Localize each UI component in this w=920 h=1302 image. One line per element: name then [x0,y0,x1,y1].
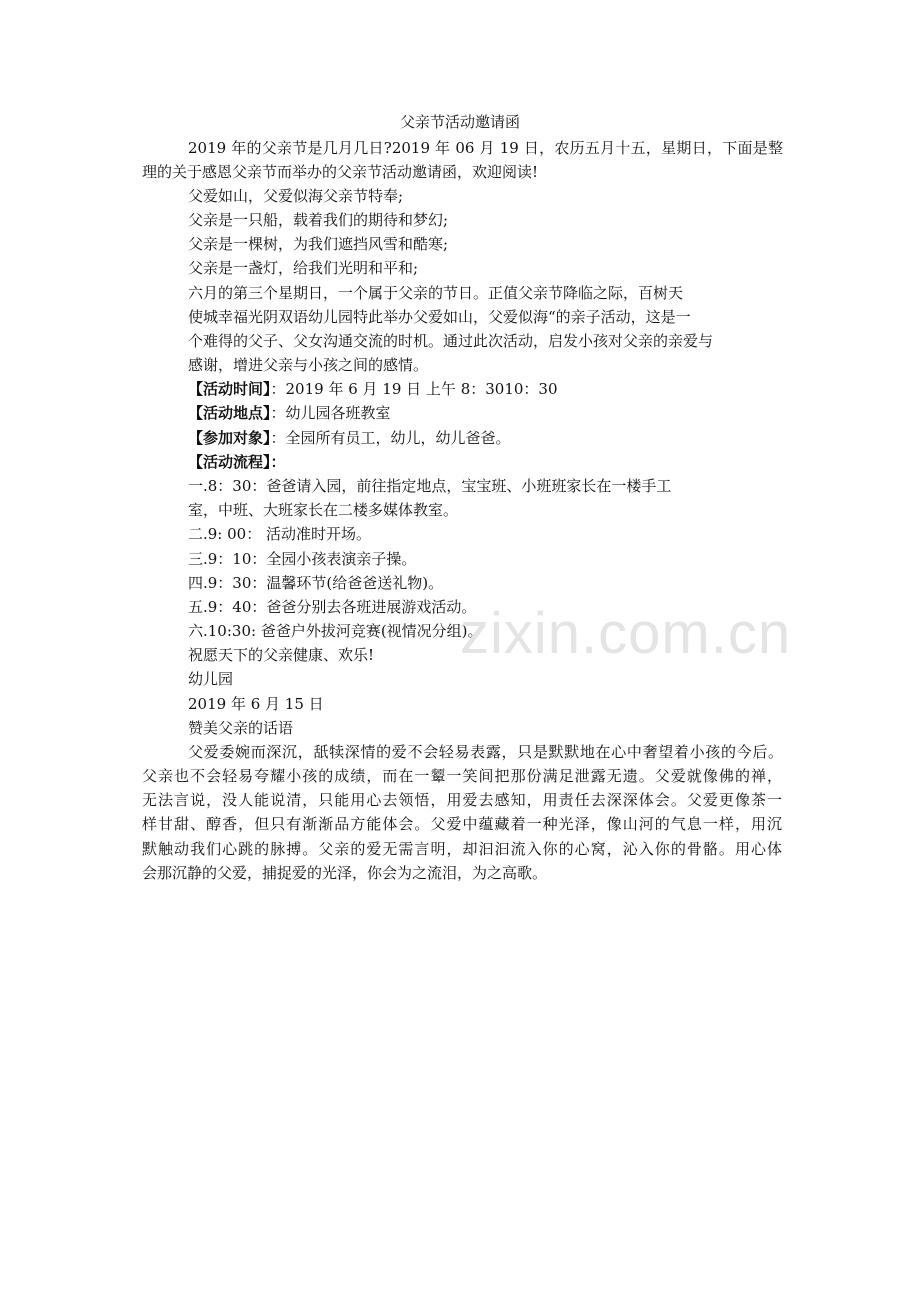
event-flow-label: 【活动流程】 [188,453,271,471]
signer: 幼儿园 [188,670,234,688]
intro-line: 理的关于感恩父亲节而举办的父亲节活动邀请函，欢迎阅读! [142,163,539,181]
event-place-label: 【活动地点】 [188,404,271,422]
poem-line: 父亲是一盏灯，给我们光明和平和; [188,259,419,277]
paragraph-line: 使城幸福光阴双语幼儿园特此举办父爱如山，父爱似海“的亲子活动，这是一 [188,308,691,326]
signature-date: 2019 年 6 月 15 日 [188,695,324,713]
event-participants [188,428,511,448]
praise-line: 样甘甜、醇香，但只有渐渐品方能体会。父爱中蕴藏着一种光泽，像山河的气息一样，用沉 [142,815,782,833]
flow-step: 室，中班、大班家长在二楼多媒体教室。 [188,501,459,519]
poem-line: 父亲是一只船，载着我们的期待和梦幻; [188,211,449,229]
poem-line: 父亲是一棵树，为我们遮挡风雪和酷寒; [188,235,449,253]
event-participants-label: 【参加对象】 [188,429,271,447]
closing-wish: 祝愿天下的父亲健康、欢乐! [188,646,375,664]
praise-line: 无法言说，没人能说清，只能用心去领悟，用爱去感知，用责任去深深体会。父爱更像茶一 [142,791,782,809]
flow-step: 五.9：40：爸爸分别去各班进展游戏活动。 [188,598,477,616]
section-heading: 赞美父亲的话语 [188,719,294,737]
event-participants-value: ：全园所有员工，幼儿，幼儿爸爸。 [270,429,511,447]
event-time-value: ：2019 年 6 月 19 日 上午 8：3010：30 [270,380,558,398]
praise-line: 会那沉静的父爱，捕捉爱的光泽，你会为之流泪，为之高歌。 [142,864,548,882]
flow-step: 六.10:30: 爸爸户外拔河竞赛(视情况分组)。 [188,622,483,640]
watermark: zixin.com.cn [460,601,792,666]
event-flow-colon: ： [270,453,286,471]
event-flow-heading [188,452,286,472]
praise-line: 默触动我们心跳的脉搏。父亲的爱无需言明，却汩汩流入你的心窝，沁入你的骨骼。用心体 [142,840,782,858]
event-place [188,403,391,423]
flow-step: 三.9：10：全园小孩表演亲子操。 [188,550,417,568]
event-time [188,379,558,399]
poem-line: 父爱如山，父爱似海父亲节特奉; [188,187,404,205]
flow-step: 一.8：30：爸爸请入园，前往指定地点，宝宝班、小班班家长在一楼手工 [188,477,672,495]
document-title: 父亲节活动邀请函 [399,113,520,131]
event-time-label: 【活动时间】 [188,380,271,398]
paragraph-line: 六月的第三个星期日，一个属于父亲的节日。正值父亲节降临之际，百树天 [188,284,684,302]
event-place-value: ：幼儿园各班教室 [270,404,391,422]
paragraph-line: 个难得的父子、父女沟通交流的时机。通过此次活动，启发小孩对父亲的亲爱与 [188,332,714,350]
flow-step: 二.9: 00： 活动准时开场。 [188,525,371,543]
intro-line: 2019 年的父亲节是几月几日?2019 年 06 月 19 日，农历五月十五，星期日，下面是整 [188,139,783,157]
paragraph-line: 感谢，增进父亲与小孩之间的感情。 [188,356,429,374]
praise-line: 父爱委婉而深沉，舐犊深情的爱不会轻易表露，只是默默地在心中奢望着小孩的今后。 [188,743,783,761]
flow-step: 四.9：30：温馨环节(给爸爸送礼物)。 [188,574,444,592]
praise-line: 父亲也不会轻易夸耀小孩的成绩，而在一颦一笑间把那份满足泄露无遗。父爱就像佛的禅， [142,767,782,785]
